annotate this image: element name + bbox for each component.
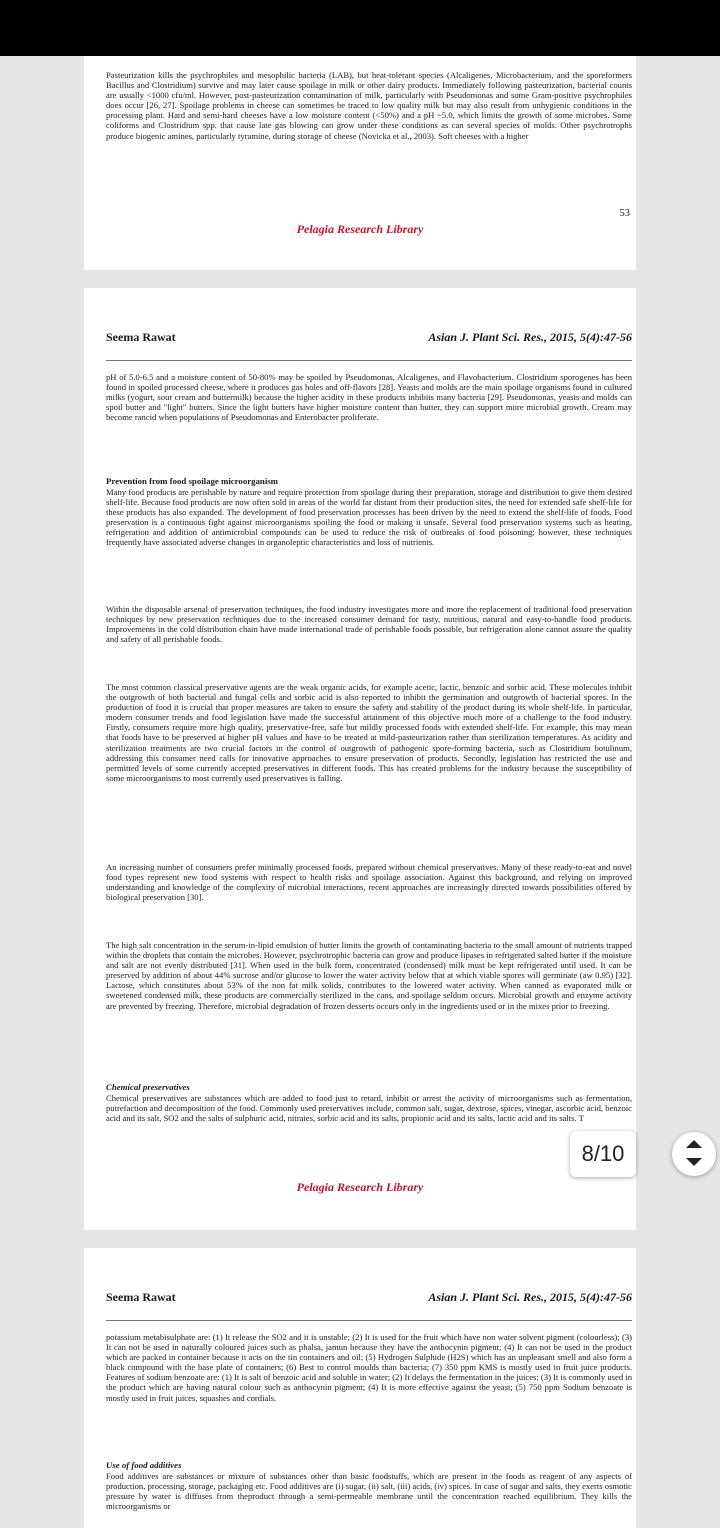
- body-paragraph: Within the disposable arsenal of preservation techniques, the food industry investigates more and more the replacement of traditional food preservation techniques by new preservation techniques due to the increased consumer demand for tasty, nutritious, natural and easy-to-handle food products. Improvements in the cold distribution chain have made international trade of perishable foods possible, but refrigeration alone cannot assure the quality and safety of all perishable foods.: [106, 604, 632, 645]
- body-paragraph: Chemical preservatives are substances which are added to food just to retard, inhibit or arrest the activity of microorganisms such as fermentation, putrefaction and decomposition of the food. Commonly used preservatives include, common salt, sugar, dextrose, spices, vinegar, ascorbic acid, benzoic acid and its salt, SO2 and the salts of sulphuric acid, nitrates, sorbic acid and its salts, propionic acid and its salts, lactic acid and its salts. T: [106, 1093, 632, 1124]
- header-author: Seema Rawat: [106, 1290, 176, 1304]
- header-journal: Asian J. Plant Sci. Res., 2015, 5(4):47-56: [428, 1290, 632, 1304]
- chevron-down-icon[interactable]: [686, 1158, 702, 1166]
- page-number: 53: [619, 208, 630, 219]
- body-paragraph: pH of 5.0-6.5 and a moisture content of 50-80% may be spoiled by Pseudomonas, Alcaligenes, and Flavobacterium. Clostridium sporogenes has been found in spoiled processed cheese, where it produces gas holes and off-flavors [28]. Yeasts and molds are the main spoilage organisms found in cultured milks (yogurt, sour cream and buttermilk) because the higher acidity in these products inhibits many bacteria [29]. Pseudomonas, yeasts and molds can spoil butter and "light" butters. Since the light butters have higher moisture content than butter, they can support more microbial growth. Cream may become rancid when populations of Pseudomonas and Enterobacter proliferate.: [106, 372, 632, 423]
- body-paragraph: Pasteurization kills the psychrophiles and mesophilic bacteria (LAB), but heat-tolerant species (Alcaligenes, Microbacterium, and the sporeformers Bacillus and Clostridium) survive and may later cause spoilage in milk or other dairy products. Immediately following pasteurization, bacterial counts are usually <1000 cfu/ml. However, post-pasteurization contamination of milk, particularly with Pseudomonas and some Gram-positive psychrophiles does occur [26, 27]. Spoilage problems in cheese can sometimes be traced to low quality milk but may also result from unhygienic conditions in the processing plant. Hard and semi-hard cheeses have a low moisture content (<50%) and a pH ~5.0, which limits the growth of some microbes. Some coliforms and Clostridium spp. that cause late gas blowing can grow under these conditions as can several species of molds. Other psychrotrophs produce biogenic amines, particularly tyramine, during storage of cheese (Novicka et al., 2003). Soft cheeses with a higher: [106, 70, 632, 141]
- document-page-54: [84, 288, 636, 1230]
- status-bar: [0, 0, 720, 56]
- document-page-53: [84, 56, 636, 270]
- section-heading: Prevention from food spoilage microorganism: [106, 476, 279, 486]
- header-author: Seema Rawat: [106, 330, 176, 344]
- running-header: [106, 330, 632, 361]
- body-paragraph: Many food products are perishable by nature and require protection from spoilage during their preparation, storage and distribution to give them desired shelf-life. Because food products are now often sold in areas of the world far distant from their production sites, the need for extended safe shelf-life for these products has also expanded. The development of food preservation processes has been driven by the need to extend the shelf-life of foods. Food preservation is a continuous fight against microorganisms spoiling the food or making it unsafe. Several food preservation systems such as heating, refrigeration and addition of antimicrobial compounds can be used to reduce the risk of outbreaks of food poisoning; however, these techniques frequently have associated adverse changes in organoleptic characteristics and loss of nutrients.: [106, 487, 632, 548]
- running-header: [106, 1290, 632, 1321]
- section-heading: Use of food additives: [106, 1460, 182, 1470]
- body-paragraph: An increasing number of consumers prefer minimally processed foods, prepared without chemical preservatives. Many of these ready-to-eat and novel food types represent new food systems with respect to health risks and spoilage association. Against this background, and relying on improved understanding and knowledge of the complexity of microbial interactions, recent approaches are increasingly directed towards possibilities offered by biological preservation [30].: [106, 862, 632, 903]
- body-paragraph: Food additives are substances or mixture of substances other than basic foodstuffs, which are present in the foods as reagent of any aspects of production, processing, storage, packaging etc. Food additives are (i) sugar, (ii) salt, (iii) acids, (iv) spices. In case of sugar and salts, they exerts osmotic pressure by water is diffuses from theproduct through a semi-permeable membrane until the concentration reached equilibrium. They kills the microorganisms or: [106, 1471, 632, 1512]
- page-footer: Pelagia Research Library: [296, 1180, 424, 1194]
- page-indicator-badge: 8/10: [570, 1131, 636, 1177]
- body-paragraph: The high salt concentration in the serum-in-lipid emulsion of butter limits the growth of contaminating bacteria to the small amount of nutrients trapped within the droplets that contain the microbes. However, psychrotrophic bacteria can grow and produce lipases in refrigerated salted butter if the moisture and salt are not evenly distributed [31]. When used in the bulk form, concentrated (condensed) milk must be kept refrigerated until used. It can be preserved by addition of about 44% sucrose and/or glucose to lower the water activity below that at which viable spores will germinate (aw 0.95) [32]. Lactose, which constitutes about 53% of the non fat milk solids, contributes to the lowered water activity. When canned as evaporated milk or sweetened condensed milk, these products are commercially sterilized in the cans, and spoilage seldom occurs. Microbial growth and enzyme activity are prevented by freezing. Therefore, microbial degradation of frozen desserts occurs only in the ingredients used or in the mixes prior to freezing.: [106, 940, 632, 1011]
- document-page-55: [84, 1248, 636, 1528]
- header-journal: Asian J. Plant Sci. Res., 2015, 5(4):47-56: [428, 330, 632, 344]
- page-footer: Pelagia Research Library: [296, 222, 424, 236]
- section-heading: Chemical preservatives: [106, 1082, 190, 1092]
- body-paragraph: potassium metabisulphate are: (1) It release the SO2 and it is unstable; (2) It is used for the fruit which have non water solvent pigment (colourless); (3) It can not be used in naturally coloured juices such as phalsa, jamun because they have the anthocynin pigment; (4) It can not be used in the product which are packed in container because it acts on the tin containers and oil; (5) Hydrogen Sulphide (H2S) which has an unpleasant smell and also form a black compound with the base plate of containers; (6) Best to control moulds than bacteria; (7) 350 ppm KMS is mostly used in fruit juice products. Features of sodium benzoate are: (1) It is salt of benzoic acid and soluble in water; (2) It delays the fermentation in the juices; (3) It is commonly used in the product which are having natural colour such as anthocynin pigment; (4) It is more effective against the yeast; (5) 750 ppm Sodium benzoate is mostly used in fruit juices, squashes and cordials.: [106, 1332, 632, 1403]
- body-paragraph: The most common classical preservative agents are the weak organic acids, for example acetic, lactic, benzoic and sorbic acid. These molecules inhibit the outgrowth of both bacterial and fungal cells and sorbic acid is also reported to inhibit the germination and outgrowth of bacterial spores. In the production of food it is crucial that proper measures are taken to ensure the safety and stability of the product during its whole shelf-life. In particular, modern consumer trends and food legislation have made the successful attainment of this objective much more of a challenge to the food industry. Firstly, consumers require more high quality, preservative-free, safe but mildly processed foods with extended shelf-life. For example, this may mean that foods have to be preserved at higher pH values and have to be treated at mild-pasteurization rather than sterilization temperatures. As acidity and sterilization treatments are two crucial factors in the control of outgrowth of pathogenic spore-forming bacteria, such as Clostridium botulinum, addressing this consumer need calls for innovative approaches to ensure preservation of products. Secondly, legislation has restricted the use and permitted levels of some currently accepted preservatives in different foods. This has created problems for the industry because the susceptibility of some microorganisms to most currently used preservatives is falling.: [106, 682, 632, 783]
- chevron-up-icon[interactable]: [686, 1140, 702, 1148]
- page-scroll-button[interactable]: [672, 1132, 716, 1176]
